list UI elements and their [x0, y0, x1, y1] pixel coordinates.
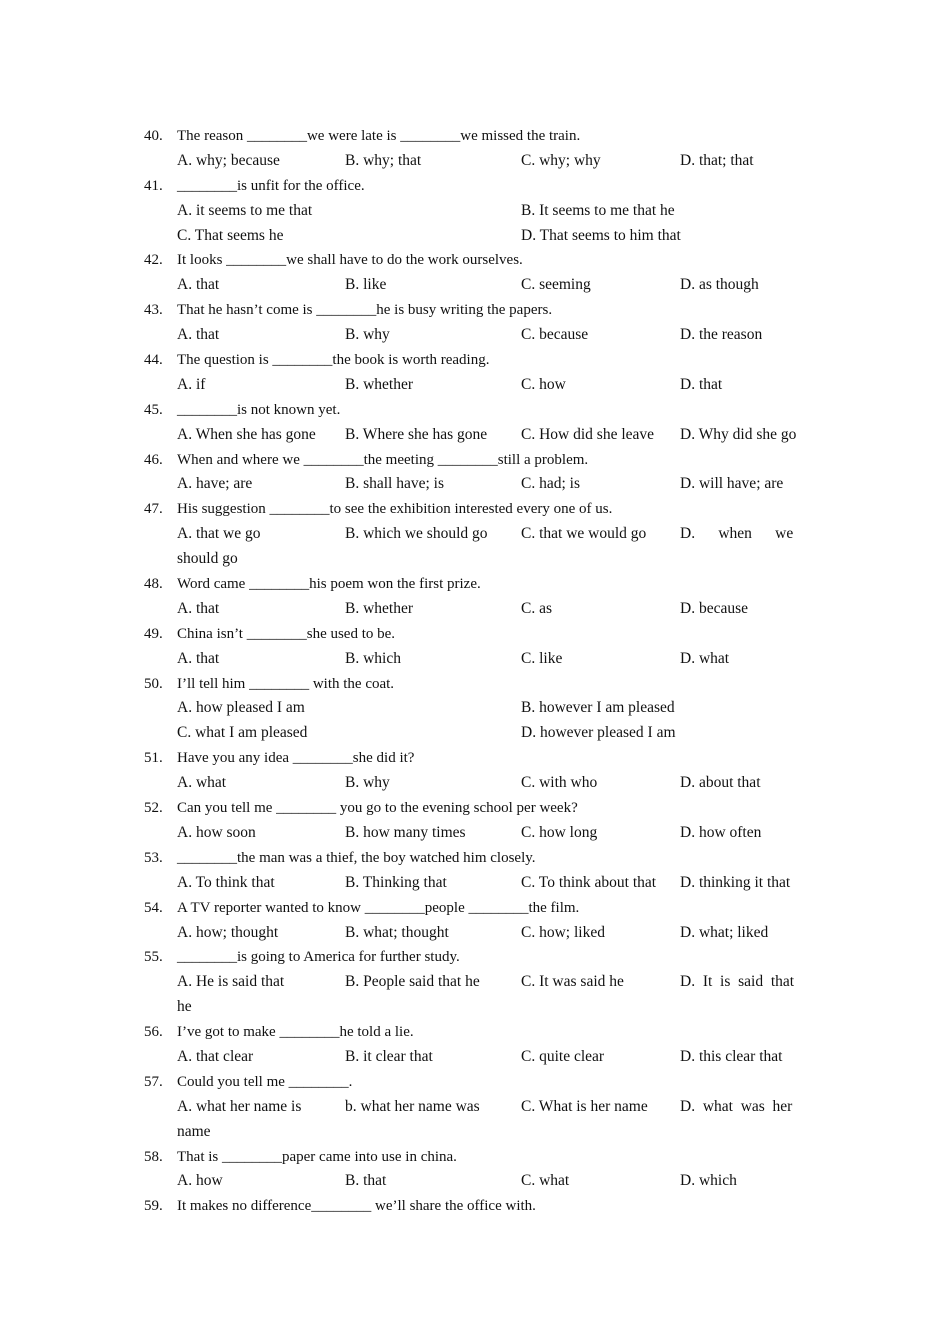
- option-row: [0, 1095, 950, 1120]
- option-row: [0, 199, 950, 224]
- option-a: A. what: [177, 774, 227, 792]
- option-d: D. which: [680, 1172, 737, 1190]
- option-continuation: [0, 547, 950, 572]
- question-number: 52.: [144, 800, 163, 817]
- option-row: [0, 273, 950, 298]
- option-d: D. that; that: [680, 151, 754, 169]
- option-d: D. what was her: [680, 1097, 793, 1115]
- question-stem: I’ll tell him ________ with the coat.: [177, 675, 395, 692]
- option-row: [0, 871, 950, 896]
- question-number: 47.: [144, 501, 163, 518]
- option-a: A. how; thought: [177, 923, 279, 941]
- question-49: [0, 622, 950, 647]
- option-b: B. that: [345, 1172, 387, 1190]
- question-stem: China isn’t ________she used to be.: [177, 625, 396, 642]
- option-b: B. Thinking that: [345, 873, 447, 891]
- option-c: C. how long: [521, 823, 598, 841]
- option-a: A. When she has gone: [177, 425, 316, 443]
- option-a: A. how pleased I am: [177, 699, 305, 717]
- option-d: D. however pleased I am: [521, 724, 676, 742]
- option-a: A. that clear: [177, 1047, 254, 1065]
- question-stem: ________is not known yet.: [177, 401, 341, 418]
- question-stem: That is ________paper came into use in china.: [177, 1148, 457, 1165]
- option-a: A. how soon: [177, 823, 256, 841]
- question-40: [0, 124, 950, 149]
- option-c: C. how: [521, 375, 566, 393]
- option-row: [0, 921, 950, 946]
- option-d: D. when we: [680, 525, 794, 543]
- question-number: 57.: [144, 1073, 163, 1090]
- question-44: [0, 348, 950, 373]
- option-b: B. shall have; is: [345, 475, 445, 493]
- question-stem: It looks ________we shall have to do the work ourselves.: [177, 252, 523, 269]
- question-number: 46.: [144, 451, 163, 468]
- question-number: 42.: [144, 252, 163, 269]
- question-number: 49.: [144, 625, 163, 642]
- option-d: D. thinking it that: [680, 873, 791, 891]
- option-c: C. What is her name: [521, 1097, 648, 1115]
- question-number: 53.: [144, 849, 163, 866]
- option-a: A. that we go: [177, 525, 261, 543]
- option-d: D. will have; are: [680, 475, 784, 493]
- option-c: C. that we would go: [521, 525, 647, 543]
- option-row: [0, 224, 950, 249]
- question-stem: The reason ________we were late is ________we missed the train.: [177, 128, 581, 144]
- option-b: B. It seems to me that he: [521, 201, 675, 219]
- question-56: [0, 1020, 950, 1045]
- question-number: 40.: [144, 128, 163, 144]
- option-d: D. It is said that: [680, 973, 795, 991]
- question-stem: When and where we ________the meeting ________still a problem.: [177, 451, 589, 468]
- option-c: C. because: [521, 326, 589, 344]
- option-d: D. Why did she go: [680, 425, 797, 443]
- question-number: 56.: [144, 1024, 163, 1041]
- option-row: [0, 522, 950, 547]
- option-a: A. if: [177, 375, 206, 393]
- option-c: C. how; liked: [521, 923, 605, 941]
- option-row: [0, 696, 950, 721]
- option-b: B. why: [345, 774, 390, 792]
- option-a: A. how: [177, 1172, 223, 1190]
- option-d: D. as though: [680, 276, 759, 294]
- question-53: [0, 846, 950, 871]
- option-d: D. about that: [680, 774, 761, 792]
- option-row: [0, 1169, 950, 1194]
- question-stem: Can you tell me ________ you go to the evening school per week?: [177, 800, 578, 817]
- option-c: C. had; is: [521, 475, 580, 493]
- worksheet: [0, 124, 950, 1219]
- option-a: A. that: [177, 326, 220, 344]
- option-b: B. which we should go: [345, 525, 488, 543]
- option-row: [0, 771, 950, 796]
- option-c: C. How did she leave: [521, 425, 655, 443]
- option-c: C. what I am pleased: [177, 724, 308, 742]
- question-54: [0, 896, 950, 921]
- option-row: [0, 472, 950, 497]
- option-row: [0, 597, 950, 622]
- option-a: A. that: [177, 599, 220, 617]
- option-b: B. what; thought: [345, 923, 449, 941]
- question-stem: Word came ________his poem won the first prize.: [177, 576, 481, 593]
- option-c: C. why; why: [521, 151, 601, 169]
- question-number: 41.: [144, 177, 163, 194]
- option-d-continuation: should go: [177, 550, 238, 568]
- question-stem: That he hasn’t come is ________he is busy writing the papers.: [177, 302, 553, 319]
- option-d-continuation: name: [177, 1122, 211, 1140]
- option-c: C. what: [521, 1172, 570, 1190]
- question-number: 43.: [144, 302, 163, 319]
- question-41: [0, 174, 950, 199]
- option-b: B. like: [345, 276, 387, 294]
- option-row: [0, 970, 950, 995]
- option-d: D. That seems to him that: [521, 226, 681, 244]
- option-a: A. that: [177, 276, 220, 294]
- option-a: A. it seems to me that: [177, 201, 313, 219]
- option-b: b. what her name was: [345, 1097, 480, 1115]
- option-b: B. however I am pleased: [521, 699, 675, 717]
- option-b: B. why; that: [345, 151, 422, 169]
- option-b: B. which: [345, 649, 401, 667]
- option-b: B. People said that he: [345, 973, 480, 991]
- option-b: B. whether: [345, 375, 414, 393]
- option-d: D. this clear that: [680, 1047, 783, 1065]
- question-57: [0, 1070, 950, 1095]
- option-row: [0, 647, 950, 672]
- question-stem: Have you any idea ________she did it?: [177, 750, 415, 767]
- option-c: C. That seems he: [177, 226, 284, 244]
- option-c: C. with who: [521, 774, 598, 792]
- option-continuation: [0, 1120, 950, 1145]
- question-stem: ________is unfit for the office.: [177, 177, 365, 194]
- option-b: B. whether: [345, 599, 414, 617]
- question-number: 55.: [144, 949, 163, 966]
- question-number: 44.: [144, 352, 163, 369]
- option-row: [0, 149, 950, 174]
- option-b: B. it clear that: [345, 1047, 433, 1065]
- question-stem: The question is ________the book is worth reading.: [177, 352, 490, 369]
- option-c: C. like: [521, 649, 563, 667]
- option-d: D. how often: [680, 823, 762, 841]
- question-43: [0, 298, 950, 323]
- question-stem: A TV reporter wanted to know ________people ________the film.: [177, 899, 580, 916]
- question-55: [0, 945, 950, 970]
- option-row: [0, 423, 950, 448]
- option-b: B. how many times: [345, 823, 466, 841]
- option-d: D. what: [680, 649, 730, 667]
- question-stem: Could you tell me ________.: [177, 1073, 353, 1090]
- option-d: D. because: [680, 599, 748, 617]
- question-number: 45.: [144, 401, 163, 418]
- question-number: 58.: [144, 1148, 163, 1165]
- option-d-continuation: he: [177, 998, 192, 1016]
- question-stem: ________the man was a thief, the boy watched him closely.: [177, 849, 536, 866]
- question-45: [0, 398, 950, 423]
- question-59: [0, 1194, 950, 1219]
- question-number: 59.: [144, 1198, 163, 1215]
- question-46: [0, 448, 950, 473]
- option-continuation: [0, 995, 950, 1020]
- question-47: [0, 497, 950, 522]
- question-stem: ________is going to America for further study.: [177, 949, 460, 966]
- option-d: D. the reason: [680, 326, 763, 344]
- option-row: [0, 1045, 950, 1070]
- question-number: 48.: [144, 576, 163, 593]
- option-row: [0, 821, 950, 846]
- option-row: [0, 373, 950, 398]
- question-48: [0, 572, 950, 597]
- option-c: C. seeming: [521, 276, 591, 294]
- question-58: [0, 1145, 950, 1170]
- option-c: C. quite clear: [521, 1047, 605, 1065]
- option-a: A. that: [177, 649, 220, 667]
- option-a: A. why; because: [177, 151, 280, 169]
- question-number: 51.: [144, 750, 163, 767]
- option-a: A. To think that: [177, 873, 275, 891]
- option-a: A. He is said that: [177, 973, 285, 991]
- option-a: A. have; are: [177, 475, 253, 493]
- question-stem: It makes no difference________ we’ll share the office with.: [177, 1198, 536, 1215]
- question-stem: His suggestion ________to see the exhibition interested every one of us.: [177, 501, 613, 518]
- option-b: B. Where she has gone: [345, 425, 488, 443]
- option-a: A. what her name is: [177, 1097, 302, 1115]
- option-b: B. why: [345, 326, 390, 344]
- question-42: [0, 248, 950, 273]
- question-52: [0, 796, 950, 821]
- option-c: C. It was said he: [521, 973, 624, 991]
- option-c: C. To think about that: [521, 873, 657, 891]
- question-number: 50.: [144, 675, 163, 692]
- question-50: [0, 672, 950, 697]
- option-c: C. as: [521, 599, 552, 617]
- option-row: [0, 721, 950, 746]
- question-51: [0, 746, 950, 771]
- option-row: [0, 323, 950, 348]
- question-stem: I’ve got to make ________he told a lie.: [177, 1024, 414, 1041]
- option-d: D. what; liked: [680, 923, 769, 941]
- question-number: 54.: [144, 899, 163, 916]
- option-d: D. that: [680, 375, 723, 393]
